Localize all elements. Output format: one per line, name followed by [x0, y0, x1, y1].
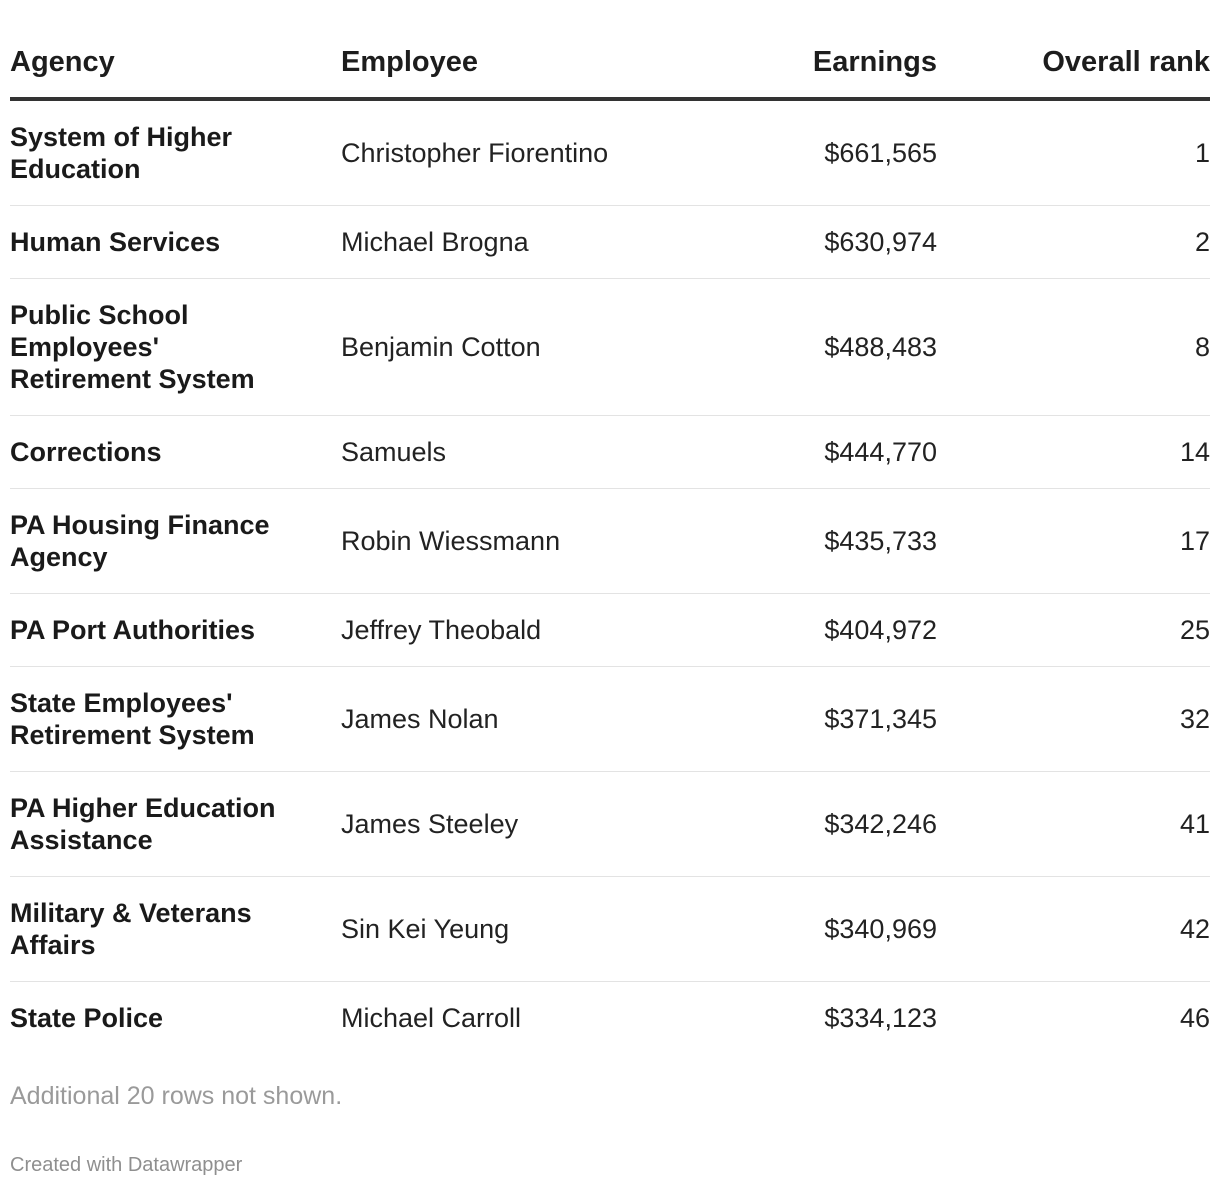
- agency-cell: Human Services: [10, 206, 341, 279]
- overall-rank-cell: 1: [937, 99, 1210, 206]
- agency-cell: System of Higher Education: [10, 99, 341, 206]
- datawrapper-credit[interactable]: Created with Datawrapper: [10, 1154, 243, 1176]
- column-header-agency[interactable]: Agency: [10, 0, 341, 99]
- employee-cell: Jeffrey Theobald: [341, 594, 766, 667]
- data-table: [10, 0, 1210, 1054]
- agency-cell: Military & Veterans Affairs: [10, 877, 341, 982]
- column-header-employee[interactable]: Employee: [341, 0, 766, 99]
- employee-cell: James Nolan: [341, 667, 766, 772]
- table-notes: Additional 20 rows not shown.: [10, 1082, 343, 1110]
- table-row: [10, 667, 1210, 772]
- overall-rank-cell: 25: [937, 594, 1210, 667]
- column-header-earnings[interactable]: Earnings: [766, 0, 937, 99]
- agency-cell: Public School Employees' Retirement System: [10, 279, 341, 416]
- overall-rank-cell: 2: [937, 206, 1210, 279]
- overall-rank-cell: 14: [937, 416, 1210, 489]
- overall-rank-cell: 17: [937, 489, 1210, 594]
- employee-cell: Robin Wiessmann: [341, 489, 766, 594]
- earnings-cell: $342,246: [766, 772, 937, 877]
- employee-cell: James Steeley: [341, 772, 766, 877]
- table-container: [10, 0, 1210, 1054]
- agency-cell: State Police: [10, 1003, 164, 1033]
- overall-rank-cell: 8: [937, 279, 1210, 416]
- overall-rank-cell: 42: [937, 877, 1210, 982]
- earnings-cell: $404,972: [766, 594, 937, 667]
- agency-cell: PA Housing Finance Agency: [10, 489, 341, 594]
- earnings-cell: $661,565: [766, 99, 937, 206]
- table-row: [10, 489, 1210, 594]
- table-row: [10, 594, 1210, 667]
- earnings-cell: $630,974: [766, 206, 937, 279]
- agency-cell: State Employees' Retirement System: [10, 667, 341, 772]
- table-row: [10, 982, 1210, 1055]
- overall-rank-cell: 32: [937, 667, 1210, 772]
- employee-cell: Samuels: [341, 416, 766, 489]
- earnings-cell: $488,483: [766, 279, 937, 416]
- agency-cell: PA Higher Education Assistance: [10, 772, 341, 877]
- table-row: [10, 279, 1210, 416]
- employee-cell: Benjamin Cotton: [341, 279, 766, 416]
- earnings-cell: $340,969: [766, 877, 937, 982]
- column-header-overall-rank[interactable]: Overall rank: [937, 0, 1210, 99]
- table-row: [10, 206, 1210, 279]
- overall-rank-cell: 46: [1179, 1003, 1210, 1033]
- overall-rank-cell: 41: [937, 772, 1210, 877]
- employee-cell: Sin Kei Yeung: [341, 877, 766, 982]
- header-row: [10, 0, 1210, 99]
- table-header: [10, 0, 1210, 99]
- table-row: [10, 99, 1210, 206]
- table-row: [10, 772, 1210, 877]
- earnings-cell: $334,123: [824, 1003, 937, 1033]
- earnings-cell: $435,733: [766, 489, 937, 594]
- agency-cell: PA Port Authorities: [10, 594, 341, 667]
- employee-cell: Christopher Fiorentino: [341, 99, 766, 206]
- earnings-cell: $444,770: [766, 416, 937, 489]
- employee-cell: Michael Carroll: [341, 1003, 522, 1033]
- agency-cell: Corrections: [10, 416, 341, 489]
- table-row: [10, 877, 1210, 982]
- table-row: [10, 416, 1210, 489]
- earnings-cell: $371,345: [766, 667, 937, 772]
- table-body: [10, 99, 1210, 1054]
- employee-cell: Michael Brogna: [341, 206, 766, 279]
